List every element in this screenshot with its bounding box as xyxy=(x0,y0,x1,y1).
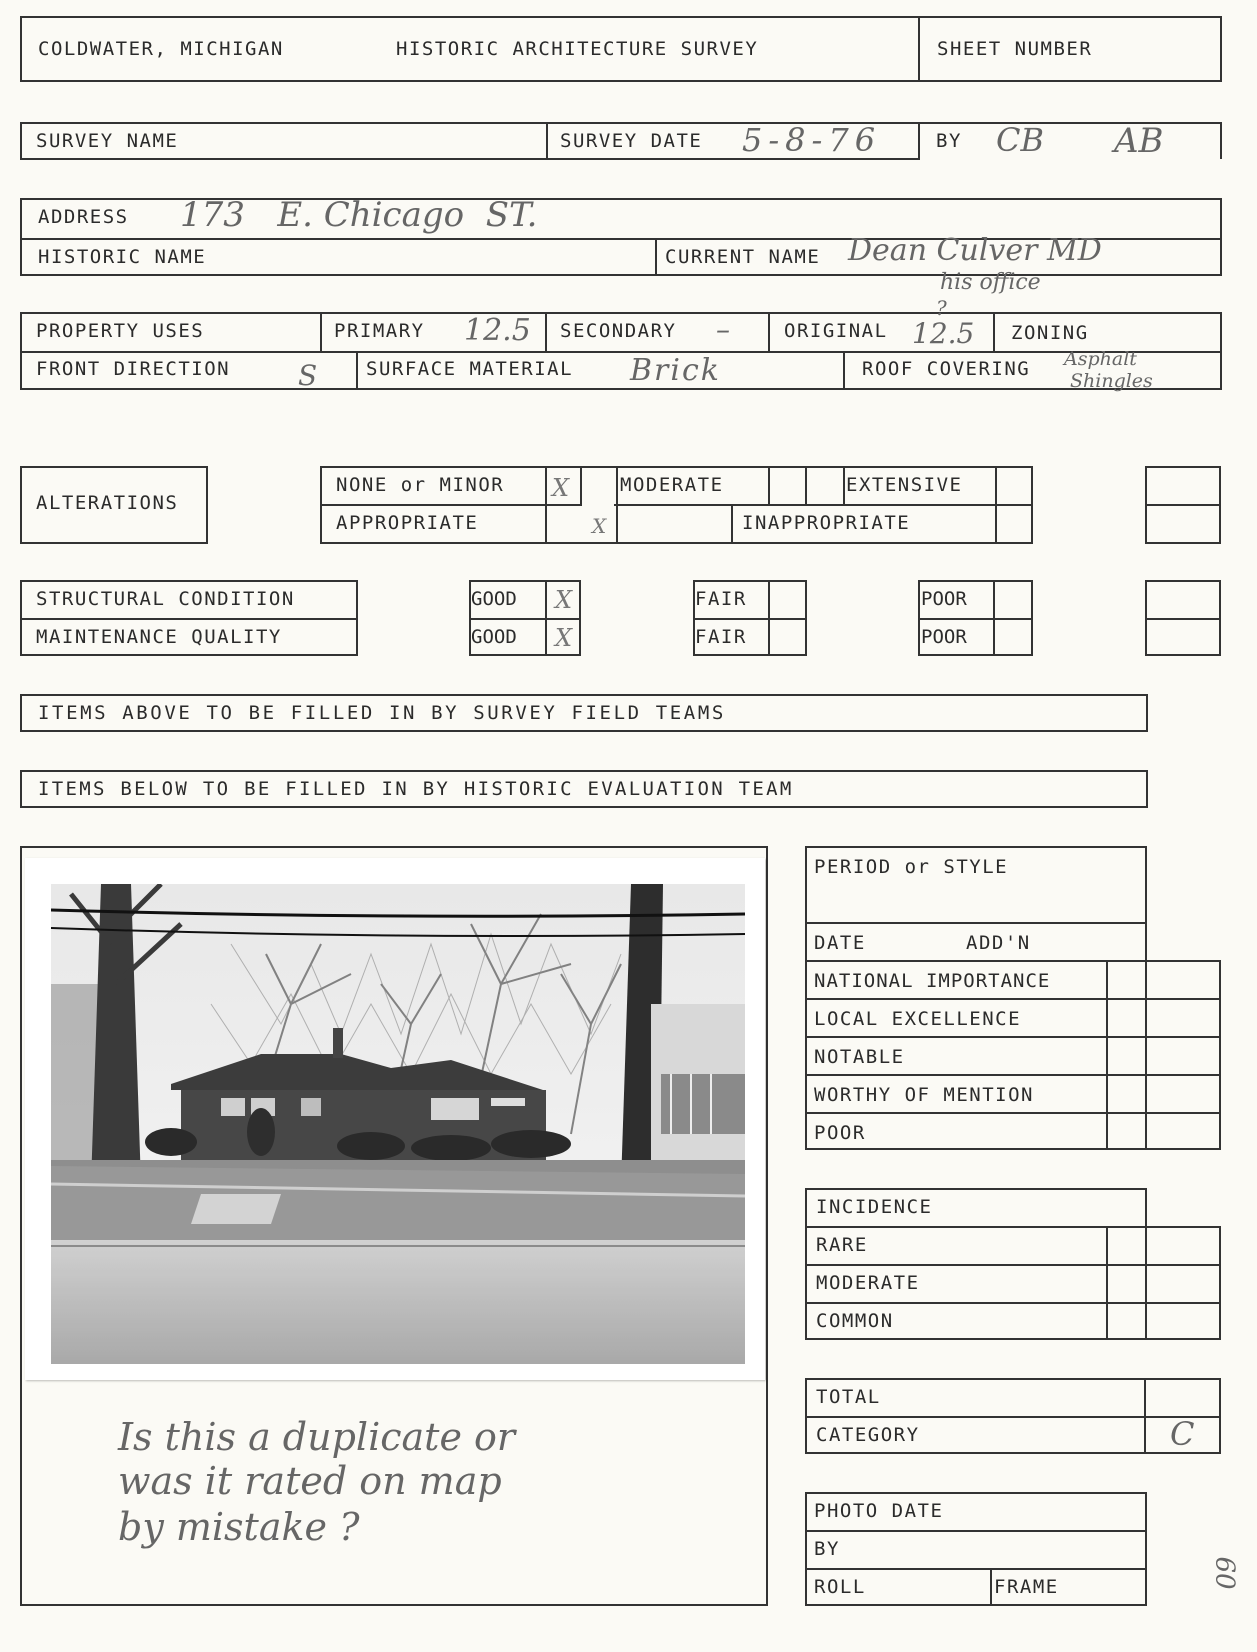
national-importance-label: NATIONAL IMPORTANCE xyxy=(814,970,1051,992)
incidence-moderate-label: MODERATE xyxy=(816,1272,920,1294)
frame-label: FRAME xyxy=(994,1576,1059,1598)
eval-line-5 xyxy=(805,1112,1221,1114)
alt-div-c xyxy=(616,466,618,544)
property-div-1 xyxy=(320,312,322,352)
survey-date-label: SURVEY DATE xyxy=(560,130,703,152)
condition-label-mid xyxy=(20,618,358,620)
property-div-2 xyxy=(545,312,547,352)
eval-poor-label: POOR xyxy=(814,1122,866,1144)
building-photo xyxy=(25,858,765,1380)
total-mid xyxy=(805,1416,1221,1418)
notice-below-right xyxy=(1146,770,1148,808)
photo-date-label: PHOTO DATE xyxy=(814,1500,944,1522)
original-value: 12.5 xyxy=(912,317,975,350)
good-div xyxy=(545,580,547,656)
maintenance-good-check: X xyxy=(555,624,573,652)
city-label: COLDWATER, MICHIGAN xyxy=(38,38,284,60)
eval-line-1 xyxy=(805,960,1221,962)
address-value: 173 E. Chicago ST. xyxy=(180,195,538,235)
alt-div-f xyxy=(843,466,845,506)
alt-div-b xyxy=(580,466,582,506)
total-div xyxy=(1144,1378,1146,1454)
alt-div-a xyxy=(545,466,547,544)
inappropriate-label: INAPPROPRIATE xyxy=(742,512,911,534)
common-label: COMMON xyxy=(816,1310,894,1332)
eval-div xyxy=(1106,960,1108,1150)
secondary-label: SECONDARY xyxy=(560,320,677,342)
fair-label-1: FAIR xyxy=(695,588,747,610)
category-label: CATEGORY xyxy=(816,1424,920,1446)
category-value: C xyxy=(1170,1415,1195,1453)
photo-info-line-1 xyxy=(805,1530,1147,1532)
header-divider xyxy=(918,16,920,82)
evaluation-right-box xyxy=(1145,960,1221,1150)
fair-label-2: FAIR xyxy=(695,626,747,648)
notice-above-right xyxy=(1146,694,1148,732)
margin-mark: 60 xyxy=(1209,1556,1240,1590)
note-line-2: was it rated on map xyxy=(118,1459,502,1503)
roof-covering-label: ROOF COVERING xyxy=(862,358,1031,380)
original-label: ORIGINAL xyxy=(784,320,888,342)
property-div-5 xyxy=(356,351,358,390)
structural-condition-label: STRUCTURAL CONDITION xyxy=(36,588,295,610)
incidence-div xyxy=(1106,1226,1108,1340)
photo-info-line-2 xyxy=(805,1568,1147,1570)
surface-material-value: Brick xyxy=(630,353,721,388)
current-name-note: his office xyxy=(940,270,1041,295)
survey-by-value-2: AB xyxy=(1114,121,1164,161)
zoning-label: ZONING xyxy=(1011,322,1089,344)
incidence-right-box xyxy=(1145,1226,1221,1340)
appropriate-check: X xyxy=(592,514,607,538)
eval-line-date xyxy=(805,922,1147,924)
alterations-right-mid xyxy=(1145,504,1221,506)
sheet-number-label: SHEET NUMBER xyxy=(937,38,1093,60)
current-name-value: Dean Culver MD xyxy=(848,233,1102,268)
current-name-label: CURRENT NAME xyxy=(665,246,821,268)
survey-by-value-1: CB xyxy=(996,121,1044,159)
notice-below-text: ITEMS BELOW TO BE FILLED IN BY HISTORIC EVALUATION TEAM xyxy=(38,778,794,800)
incidence-line-2 xyxy=(805,1264,1221,1266)
worthy-of-mention-label: WORTHY OF MENTION xyxy=(814,1084,1034,1106)
alt-gap-cover xyxy=(582,504,614,506)
historic-name-label: HISTORIC NAME xyxy=(38,246,207,268)
local-excellence-label: LOCAL EXCELLENCE xyxy=(814,1008,1022,1030)
moderate-label: MODERATE xyxy=(620,474,724,496)
address-divider xyxy=(655,238,657,276)
poor-div xyxy=(993,580,995,656)
structural-good-check: X xyxy=(555,586,573,614)
roof-covering-value-1: Asphalt xyxy=(1064,348,1137,370)
alt-div-g xyxy=(731,504,733,544)
property-mid-line xyxy=(20,351,1222,353)
property-div-6 xyxy=(843,351,845,390)
poor-label-1: POOR xyxy=(921,588,967,610)
extensive-label: EXTENSIVE xyxy=(846,474,963,496)
front-direction-value: S xyxy=(298,359,318,392)
good-mid xyxy=(469,618,581,620)
primary-value: 12.5 xyxy=(464,313,531,348)
primary-label: PRIMARY xyxy=(334,320,425,342)
incidence-label: INCIDENCE xyxy=(816,1196,933,1218)
fair-div xyxy=(768,580,770,656)
alt-div-h xyxy=(995,466,997,544)
survey-divider-1 xyxy=(546,122,548,159)
property-div-4 xyxy=(993,312,995,352)
appropriate-label: APPROPRIATE xyxy=(336,512,479,534)
eval-line-4 xyxy=(805,1074,1221,1076)
address-label: ADDRESS xyxy=(38,206,129,228)
eval-line-2 xyxy=(805,998,1221,1000)
condition-right-mid xyxy=(1145,618,1221,620)
photo-info-div xyxy=(990,1568,992,1606)
survey-divider-2 xyxy=(918,122,920,159)
none-or-minor-check: X xyxy=(552,474,570,502)
survey-name-label: SURVEY NAME xyxy=(36,130,179,152)
date-label: DATE xyxy=(814,932,866,954)
maintenance-quality-label: MAINTENANCE QUALITY xyxy=(36,626,282,648)
survey-left-edge xyxy=(20,122,22,159)
alt-div-d xyxy=(768,466,770,506)
house-photo-image xyxy=(51,884,745,1364)
incidence-line-1 xyxy=(805,1226,1221,1228)
survey-date-value: 5-8-76 xyxy=(742,121,882,159)
fair-mid xyxy=(693,618,807,620)
roof-covering-value-2: Shingles xyxy=(1070,370,1153,392)
alterations-label: ALTERATIONS xyxy=(36,492,179,514)
front-direction-label: FRONT DIRECTION xyxy=(36,358,231,380)
photo-by-label: BY xyxy=(814,1538,840,1560)
roll-label: ROLL xyxy=(814,1576,866,1598)
form-title: HISTORIC ARCHITECTURE SURVEY xyxy=(396,38,759,60)
poor-mid xyxy=(918,618,1033,620)
property-div-3 xyxy=(768,312,770,352)
good-label-1: GOOD xyxy=(471,588,517,610)
incidence-line-3 xyxy=(805,1302,1221,1304)
rare-label: RARE xyxy=(816,1234,868,1256)
secondary-value: – xyxy=(716,313,730,346)
period-style-label: PERIOD or STYLE xyxy=(814,856,1009,878)
survey-right-edge xyxy=(1220,122,1222,159)
note-line-1: Is this a duplicate or xyxy=(118,1415,516,1459)
eval-line-3 xyxy=(805,1036,1221,1038)
survey-by-label: BY xyxy=(936,130,962,152)
notable-label: NOTABLE xyxy=(814,1046,905,1068)
original-mark: ? xyxy=(936,296,947,320)
property-uses-label: PROPERTY USES xyxy=(36,320,205,342)
total-label: TOTAL xyxy=(816,1386,881,1408)
surface-material-label: SURFACE MATERIAL xyxy=(366,358,574,380)
notice-above-text: ITEMS ABOVE TO BE FILLED IN BY SURVEY FIELD TEAMS xyxy=(38,702,726,724)
alt-div-e xyxy=(805,466,807,506)
none-or-minor-label: NONE or MINOR xyxy=(336,474,505,496)
note-line-3: by mistake ? xyxy=(118,1505,360,1549)
good-label-2: GOOD xyxy=(471,626,517,648)
poor-label-2: POOR xyxy=(921,626,967,648)
addn-label: ADD'N xyxy=(966,932,1031,954)
